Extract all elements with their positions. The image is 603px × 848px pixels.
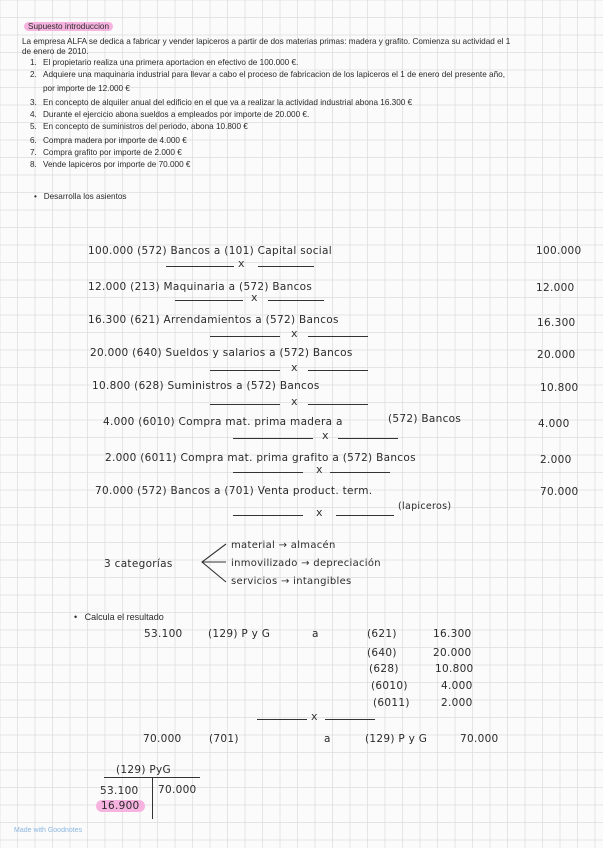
statement-item bbox=[30, 148, 182, 158]
statement-item bbox=[30, 122, 248, 132]
result-credit-amount-1: 16.300 bbox=[433, 628, 472, 640]
separator-x: x bbox=[291, 361, 298, 374]
separator-line bbox=[210, 404, 280, 405]
separator-x: x bbox=[251, 291, 258, 304]
separator-x: x bbox=[291, 395, 298, 408]
statement-item-number: 7. bbox=[30, 148, 37, 157]
bullet-calcula-text: Calcula el resultado bbox=[84, 612, 164, 622]
category-material: material → almacén bbox=[231, 540, 336, 551]
statement-item bbox=[30, 98, 412, 108]
separator-line bbox=[258, 266, 314, 267]
statement-item-text: El propietario realiza una primera aportacion en efectivo de 100.000 €. bbox=[43, 58, 299, 67]
entry-6: 4.000 (6010) Compra mat. prima madera a bbox=[103, 416, 343, 428]
statement-item bbox=[30, 70, 505, 80]
statement-item bbox=[30, 136, 187, 146]
result-credit-amount-4: 4.000 bbox=[441, 680, 473, 692]
entry-1: 100.000 (572) Bancos a (101) Capital social bbox=[88, 245, 332, 257]
result2-account: (701) bbox=[209, 733, 239, 745]
statement-item-number: 1. bbox=[30, 58, 37, 67]
taccount-result bbox=[96, 800, 145, 812]
result-credit-amount-3: 10.800 bbox=[435, 663, 474, 675]
separator-line bbox=[233, 472, 303, 473]
result-credit-account-4: (6010) bbox=[371, 680, 408, 692]
result-credit-amount-2: 20.000 bbox=[433, 647, 472, 659]
result-credit-account-5: (6011) bbox=[373, 697, 410, 709]
statement-item bbox=[30, 110, 309, 120]
categories-brace bbox=[196, 540, 228, 586]
statement-item bbox=[30, 160, 190, 170]
statement-item-text: En concepto de suministros del periodo, abona 10.800 € bbox=[43, 122, 248, 131]
categories-label: 3 categorías bbox=[104, 558, 173, 570]
separator-line bbox=[233, 438, 313, 439]
result-separator-x: x bbox=[311, 710, 318, 723]
result-credit-amount-5: 2.000 bbox=[441, 697, 473, 709]
taccount-result-highlight: 16.900 bbox=[96, 800, 145, 812]
result-credit-account-2: (640) bbox=[367, 647, 397, 659]
entry-8: 70.000 (572) Bancos a (701) Venta product. term. bbox=[95, 485, 373, 497]
result-separator-right bbox=[325, 719, 375, 720]
statement-item-text: por importe de 12.000 € bbox=[43, 84, 130, 93]
separator-line bbox=[210, 336, 280, 337]
separator-line bbox=[210, 370, 280, 371]
intro-line-2: de enero de 2010. bbox=[22, 47, 89, 56]
entry-7: 2.000 (6011) Compra mat. prima grafito a (572) Bancos bbox=[105, 452, 416, 464]
page-title bbox=[24, 22, 113, 32]
separator-x: x bbox=[316, 506, 323, 519]
statement-item-text: Vende lapiceros por importe de 70.000 € bbox=[43, 160, 191, 169]
separator-line bbox=[330, 472, 390, 473]
entry-4-amount: 20.000 bbox=[537, 349, 576, 361]
title-highlight: Supuesto introduccion bbox=[24, 22, 113, 31]
statement-item-text: Durante el ejercicio abona sueldos a empleados por importe de 20.000 €. bbox=[43, 110, 310, 119]
statement-item-number: 6. bbox=[30, 136, 37, 145]
goodnotes-watermark: Made with Goodnotes bbox=[14, 827, 83, 834]
result-debit-amount: 53.100 bbox=[144, 628, 183, 640]
intro-line-1: La empresa ALFA se dedica a fabricar y vender lapiceros a partir de dos materias primas: madera y grafito. Comienza su actividad el 1 bbox=[22, 37, 511, 46]
result2-credit: (129) P y G bbox=[365, 733, 428, 745]
statement-item-number: 5. bbox=[30, 122, 37, 131]
statement-item bbox=[30, 84, 130, 94]
result-credit-account-1: (621) bbox=[367, 628, 397, 640]
separator-line bbox=[166, 266, 234, 267]
result-separator-left bbox=[257, 719, 307, 720]
separator-line bbox=[308, 336, 368, 337]
result-debit-account: (129) P y G bbox=[208, 628, 271, 640]
result2-right: 70.000 bbox=[460, 733, 499, 745]
separator-line bbox=[338, 438, 398, 439]
result2-amount: 70.000 bbox=[143, 733, 182, 745]
bullet-desarrolla: • Desarrolla los asientos bbox=[34, 192, 127, 201]
statement-item-number: 2. bbox=[30, 70, 37, 79]
statement-item-text: Compra madera por importe de 4.000 € bbox=[43, 136, 187, 145]
entry-3-amount: 16.300 bbox=[537, 317, 576, 329]
statement-item bbox=[30, 58, 298, 68]
statement-item-text: Adquiere una maquinaria industrial para llevar a cabo el proceso de fabricacion de los lapiceros el 1 de enero del presente año, bbox=[43, 70, 505, 79]
entry-8-note: (lapiceros) bbox=[398, 501, 452, 512]
statement-item-text: En concepto de alquiler anual del edificio en el que va a realizar la actividad industrial abona 16.300 € bbox=[43, 98, 413, 107]
entry-2: 12.000 (213) Maquinaria a (572) Bancos bbox=[88, 281, 313, 293]
taccount-title: (129) PyG bbox=[116, 764, 171, 776]
entry-4: 20.000 (640) Sueldos y salarios a (572) Bancos bbox=[90, 347, 353, 359]
taccount-credit: 70.000 bbox=[158, 784, 197, 796]
separator-line bbox=[308, 404, 368, 405]
separator-x: x bbox=[238, 257, 245, 270]
entry-5: 10.800 (628) Suministros a (572) Bancos bbox=[92, 380, 320, 392]
taccount-debit: 53.100 bbox=[100, 785, 139, 797]
bullet-calcula: • Calcula el resultado bbox=[74, 612, 164, 622]
statement-item-number: 4. bbox=[30, 110, 37, 119]
separator-line bbox=[308, 370, 368, 371]
taccount-center-line bbox=[152, 777, 153, 819]
entry-5-amount: 10.800 bbox=[540, 382, 579, 394]
statement-item-number: 3. bbox=[30, 98, 37, 107]
statement-item-number: 8. bbox=[30, 160, 37, 169]
entry-1-amount: 100.000 bbox=[536, 245, 582, 257]
separator-line bbox=[233, 515, 303, 516]
separator-x: x bbox=[316, 463, 323, 476]
bullet-desarrolla-text: Desarrolla los asientos bbox=[43, 192, 127, 201]
statement-item-text: Compra grafito por importe de 2.000 € bbox=[43, 148, 182, 157]
result-a: a bbox=[312, 628, 319, 640]
entry-7-amount: 2.000 bbox=[540, 454, 572, 466]
category-servicios: servicios → intangibles bbox=[231, 576, 352, 587]
category-inmovilizado: inmovilizado → depreciación bbox=[231, 558, 381, 569]
entry-3: 16.300 (621) Arrendamientos a (572) Bancos bbox=[88, 314, 339, 326]
entry-8-amount: 70.000 bbox=[540, 486, 579, 498]
separator-x: x bbox=[322, 429, 329, 442]
separator-line bbox=[336, 515, 394, 516]
separator-x: x bbox=[291, 327, 298, 340]
entry-6-credit: (572) Bancos bbox=[388, 413, 462, 425]
separator-line bbox=[268, 300, 324, 301]
entry-2-amount: 12.000 bbox=[536, 282, 575, 294]
separator-line bbox=[175, 300, 243, 301]
entry-6-amount: 4.000 bbox=[538, 418, 570, 430]
result-credit-account-3: (628) bbox=[369, 663, 399, 675]
result2-a: a bbox=[324, 733, 331, 745]
